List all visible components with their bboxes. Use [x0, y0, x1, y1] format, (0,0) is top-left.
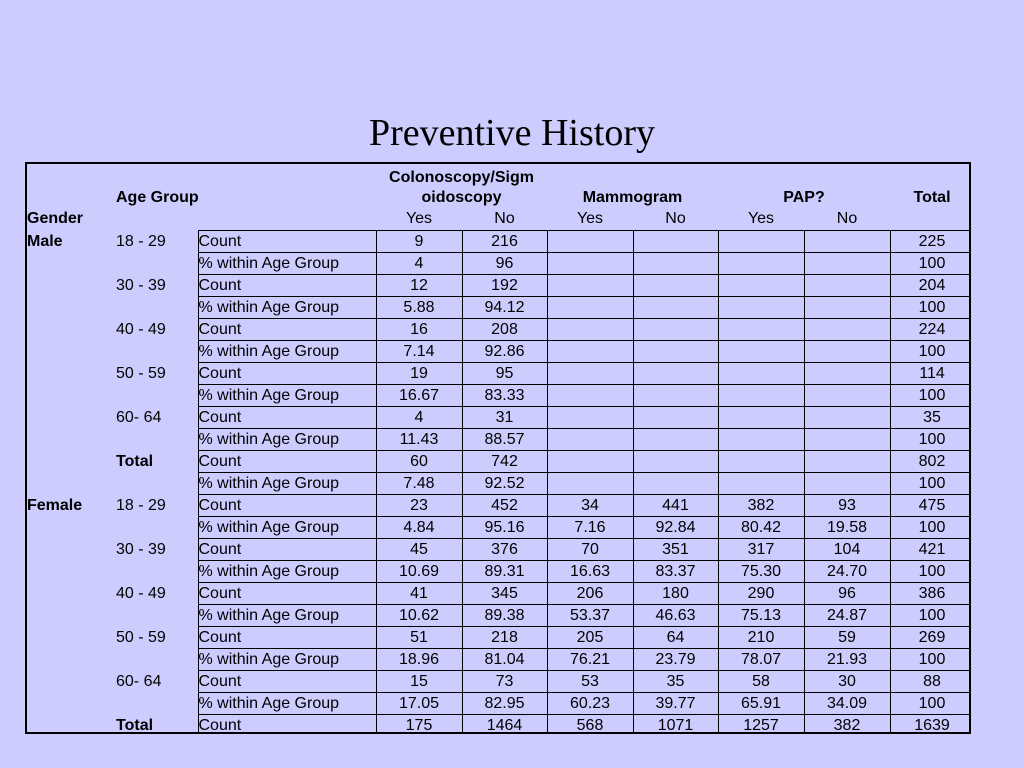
pap-yes-cell: 78.07 [718, 649, 804, 671]
statistic-cell: % within Age Group [198, 473, 376, 495]
mammogram-yes-cell: 568 [547, 715, 633, 735]
age-group-cell: 30 - 39 [116, 541, 166, 558]
age-group-cell: 40 - 49 [116, 585, 166, 602]
gender-cell [27, 319, 116, 341]
statistic-cell: Count [198, 539, 376, 561]
colonoscopy-yes-cell: 41 [376, 583, 462, 605]
total-cell: 421 [890, 539, 971, 561]
pap-no-cell: 19.58 [804, 517, 890, 539]
total-cell: 802 [890, 451, 971, 473]
statistic-cell: % within Age Group [198, 297, 376, 319]
gender-cell [27, 627, 116, 649]
colonoscopy-no-cell: 73 [462, 671, 547, 693]
crosstab-table [25, 162, 971, 734]
gender-header: Gender [27, 210, 84, 228]
crosstab-grid [27, 164, 971, 734]
colonoscopy-yes-cell: 45 [376, 539, 462, 561]
mammogram-no-cell [633, 385, 718, 407]
colonoscopy-yes-cell: 4 [376, 253, 462, 275]
colonoscopy-yes-cell: 12 [376, 275, 462, 297]
pap-yes-cell: 65.91 [718, 693, 804, 715]
pap-no-cell [804, 473, 890, 495]
header-row-1 [27, 164, 971, 187]
colonoscopy-yes-cell: 16.67 [376, 385, 462, 407]
colonoscopy-yes-cell: 9 [376, 231, 462, 253]
mammogram-no-cell: 64 [633, 627, 718, 649]
colonoscopy-no-cell: 218 [462, 627, 547, 649]
total-cell: 100 [890, 297, 971, 319]
colonoscopy-yes-cell: 4.84 [376, 517, 462, 539]
colonoscopy-no-cell: 192 [462, 275, 547, 297]
gender-cell [27, 341, 116, 363]
total-cell: 269 [890, 627, 971, 649]
mammogram-yes-cell [547, 275, 633, 297]
colonoscopy-yes-cell: 175 [376, 715, 462, 735]
colonoscopy-no-cell: 208 [462, 319, 547, 341]
total-cell: 386 [890, 583, 971, 605]
mammogram-yes-cell [547, 451, 633, 473]
mammogram-yes-cell: 34 [547, 495, 633, 517]
gender-cell [27, 253, 116, 275]
statistic-cell: Count [198, 671, 376, 693]
slide-title: Preventive History [368, 112, 655, 154]
pap-no-cell [804, 363, 890, 385]
pap-no-cell [804, 407, 890, 429]
mammogram-yes-cell: 53 [547, 671, 633, 693]
pap-yes-cell: 75.13 [718, 605, 804, 627]
mammogram-yes-cell [547, 319, 633, 341]
pap-yes-cell [718, 341, 804, 363]
age-group-cell [116, 649, 198, 671]
colonoscopy-no-cell: 94.12 [462, 297, 547, 319]
table-row [27, 605, 971, 627]
gender-cell [27, 275, 116, 297]
age-group-cell: 50 - 59 [116, 629, 166, 646]
pap-yes-cell [718, 253, 804, 275]
statistic-cell: Count [198, 319, 376, 341]
colonoscopy-no-cell: 82.95 [462, 693, 547, 715]
mammogram-no-cell: 23.79 [633, 649, 718, 671]
gender-cell [27, 605, 116, 627]
statistic-cell: Count [198, 715, 376, 735]
colonoscopy-no-cell: 88.57 [462, 429, 547, 451]
statistic-cell: % within Age Group [198, 429, 376, 451]
total-cell: 100 [890, 649, 971, 671]
total-cell: 225 [890, 231, 971, 253]
pap-yes-cell [718, 473, 804, 495]
colonoscopy-yes-cell: 7.14 [376, 341, 462, 363]
colonoscopy-no-cell: 89.31 [462, 561, 547, 583]
colonoscopy-yes-cell: 10.62 [376, 605, 462, 627]
age-group-cell: 60- 64 [116, 409, 162, 426]
colonoscopy-yes-header: Yes [405, 210, 433, 227]
age-group-cell: 18 - 29 [116, 497, 166, 514]
pap-header: PAP? [783, 188, 825, 206]
header-row-3 [27, 208, 971, 231]
total-cell: 100 [890, 429, 971, 451]
statistic-cell: Count [198, 363, 376, 385]
colonoscopy-yes-cell: 10.69 [376, 561, 462, 583]
mammogram-header: Mammogram [582, 188, 683, 206]
age-group-cell [116, 341, 198, 363]
pap-yes-cell [718, 429, 804, 451]
gender-cell [27, 715, 116, 735]
pap-no-header: No [836, 210, 858, 227]
pap-yes-cell [718, 363, 804, 385]
pap-no-cell: 24.70 [804, 561, 890, 583]
pap-no-cell [804, 319, 890, 341]
pap-yes-header: Yes [747, 210, 775, 227]
mammogram-no-cell [633, 253, 718, 275]
pap-no-cell [804, 451, 890, 473]
mammogram-no-cell [633, 429, 718, 451]
colonoscopy-no-cell: 95.16 [462, 517, 547, 539]
gender-cell [27, 583, 116, 605]
total-cell: 224 [890, 319, 971, 341]
pap-no-cell: 21.93 [804, 649, 890, 671]
pap-no-cell: 30 [804, 671, 890, 693]
age-group-cell [116, 693, 198, 715]
pap-yes-cell [718, 297, 804, 319]
statistic-cell: Count [198, 495, 376, 517]
age-group-cell: 60- 64 [116, 673, 162, 690]
pap-yes-cell [718, 451, 804, 473]
pap-no-cell [804, 429, 890, 451]
gender-cell [27, 451, 116, 473]
colonoscopy-no-header: No [494, 210, 515, 227]
age-group-cell [116, 517, 198, 539]
colonoscopy-no-cell: 81.04 [462, 649, 547, 671]
statistic-cell: % within Age Group [198, 517, 376, 539]
pap-yes-cell [718, 275, 804, 297]
statistic-cell: Count [198, 451, 376, 473]
colonoscopy-yes-cell: 60 [376, 451, 462, 473]
age-group-cell [116, 253, 198, 275]
colonoscopy-yes-cell: 7.48 [376, 473, 462, 495]
mammogram-yes-cell [547, 253, 633, 275]
gender-cell: Female [27, 497, 83, 514]
age-group-cell: 40 - 49 [116, 321, 166, 338]
mammogram-no-cell: 351 [633, 539, 718, 561]
gender-cell [27, 561, 116, 583]
total-cell: 100 [890, 253, 971, 275]
pap-yes-cell: 58 [718, 671, 804, 693]
total-cell: 100 [890, 385, 971, 407]
table-row [27, 319, 971, 341]
colonoscopy-yes-cell: 23 [376, 495, 462, 517]
gender-cell [27, 429, 116, 451]
mammogram-no-cell [633, 275, 718, 297]
mammogram-yes-cell: 53.37 [547, 605, 633, 627]
pap-yes-cell: 75.30 [718, 561, 804, 583]
statistic-cell: % within Age Group [198, 693, 376, 715]
pap-no-cell: 93 [804, 495, 890, 517]
table-body [27, 231, 971, 735]
mammogram-no-cell: 441 [633, 495, 718, 517]
total-cell: 100 [890, 517, 971, 539]
pap-yes-cell: 1257 [718, 715, 804, 735]
table-row [27, 627, 971, 649]
pap-no-cell [804, 275, 890, 297]
statistic-cell: % within Age Group [198, 605, 376, 627]
mammogram-no-cell: 1071 [633, 715, 718, 735]
table-row [27, 341, 971, 363]
pap-yes-cell: 317 [718, 539, 804, 561]
mammogram-no-cell: 39.77 [633, 693, 718, 715]
mammogram-no-cell [633, 363, 718, 385]
table-row [27, 693, 971, 715]
gender-cell: Male [27, 233, 63, 250]
statistic-cell: Count [198, 627, 376, 649]
mammogram-yes-cell: 206 [547, 583, 633, 605]
age-group-cell: 50 - 59 [116, 365, 166, 382]
colonoscopy-yes-cell: 17.05 [376, 693, 462, 715]
pap-yes-cell: 290 [718, 583, 804, 605]
colonoscopy-header-line2: oidoscopy [421, 188, 502, 206]
age-group-cell [116, 385, 198, 407]
gender-cell [27, 693, 116, 715]
colonoscopy-no-cell: 89.38 [462, 605, 547, 627]
colonoscopy-no-cell: 1464 [462, 715, 547, 735]
table-row [27, 451, 971, 473]
pap-no-cell: 24.87 [804, 605, 890, 627]
colonoscopy-no-cell: 92.52 [462, 473, 547, 495]
mammogram-yes-cell: 60.23 [547, 693, 633, 715]
pap-yes-cell [718, 319, 804, 341]
total-cell: 100 [890, 605, 971, 627]
colonoscopy-yes-cell: 51 [376, 627, 462, 649]
pap-no-cell: 34.09 [804, 693, 890, 715]
colonoscopy-yes-cell: 16 [376, 319, 462, 341]
gender-cell [27, 363, 116, 385]
table-row [27, 495, 971, 517]
mammogram-no-cell: 180 [633, 583, 718, 605]
table-row [27, 385, 971, 407]
total-cell: 88 [890, 671, 971, 693]
table-row [27, 517, 971, 539]
pap-yes-cell [718, 385, 804, 407]
statistic-cell: % within Age Group [198, 649, 376, 671]
age-group-cell: Total [116, 717, 154, 734]
total-cell: 204 [890, 275, 971, 297]
table-row [27, 407, 971, 429]
mammogram-yes-cell [547, 297, 633, 319]
age-group-cell [116, 473, 198, 495]
statistic-cell: Count [198, 583, 376, 605]
age-group-cell [116, 297, 198, 319]
colonoscopy-no-cell: 216 [462, 231, 547, 253]
total-cell: 100 [890, 473, 971, 495]
pap-no-cell [804, 385, 890, 407]
colonoscopy-no-cell: 452 [462, 495, 547, 517]
pap-yes-cell [718, 231, 804, 253]
mammogram-yes-cell [547, 473, 633, 495]
gender-cell [27, 517, 116, 539]
mammogram-yes-cell: 76.21 [547, 649, 633, 671]
mammogram-yes-cell: 70 [547, 539, 633, 561]
header-row-2 [27, 187, 971, 208]
table-row [27, 473, 971, 495]
pap-yes-cell: 210 [718, 627, 804, 649]
table-row [27, 715, 971, 735]
gender-cell [27, 473, 116, 495]
mammogram-yes-cell [547, 429, 633, 451]
pap-no-cell: 96 [804, 583, 890, 605]
colonoscopy-yes-cell: 11.43 [376, 429, 462, 451]
colonoscopy-yes-cell: 15 [376, 671, 462, 693]
table-row [27, 231, 971, 253]
pap-yes-cell: 80.42 [718, 517, 804, 539]
table-row [27, 429, 971, 451]
colonoscopy-no-cell: 92.86 [462, 341, 547, 363]
mammogram-no-cell: 83.37 [633, 561, 718, 583]
statistic-cell: % within Age Group [198, 341, 376, 363]
age-group-cell [116, 429, 198, 451]
mammogram-no-cell [633, 341, 718, 363]
statistic-cell: Count [198, 407, 376, 429]
pap-no-cell [804, 231, 890, 253]
mammogram-yes-cell [547, 407, 633, 429]
gender-cell [27, 671, 116, 693]
age-group-cell: Total [116, 453, 154, 470]
age-group-header: Age Group [116, 188, 199, 206]
mammogram-yes-cell: 16.63 [547, 561, 633, 583]
colonoscopy-yes-cell: 18.96 [376, 649, 462, 671]
pap-no-cell [804, 341, 890, 363]
mammogram-yes-cell: 7.16 [547, 517, 633, 539]
statistic-cell: Count [198, 275, 376, 297]
pap-yes-cell [718, 407, 804, 429]
pap-yes-cell: 382 [718, 495, 804, 517]
mammogram-yes-header: Yes [576, 210, 604, 227]
table-row [27, 671, 971, 693]
pap-no-cell [804, 253, 890, 275]
total-cell: 114 [890, 363, 971, 385]
table-row [27, 583, 971, 605]
mammogram-no-cell [633, 407, 718, 429]
colonoscopy-no-cell: 376 [462, 539, 547, 561]
table-row [27, 649, 971, 671]
total-cell: 100 [890, 693, 971, 715]
colonoscopy-no-cell: 742 [462, 451, 547, 473]
mammogram-no-cell: 46.63 [633, 605, 718, 627]
gender-cell [27, 385, 116, 407]
mammogram-yes-cell [547, 385, 633, 407]
gender-cell [27, 297, 116, 319]
table-row [27, 275, 971, 297]
colonoscopy-no-cell: 95 [462, 363, 547, 385]
colonoscopy-header-line1: Colonoscopy/Sigm [389, 169, 534, 186]
total-cell: 100 [890, 561, 971, 583]
pap-no-cell: 59 [804, 627, 890, 649]
mammogram-no-header: No [665, 210, 686, 227]
colonoscopy-yes-cell: 5.88 [376, 297, 462, 319]
gender-cell [27, 649, 116, 671]
table-row [27, 363, 971, 385]
colonoscopy-no-cell: 31 [462, 407, 547, 429]
mammogram-no-cell [633, 451, 718, 473]
statistic-cell: Count [198, 231, 376, 253]
pap-no-cell: 382 [804, 715, 890, 735]
table-row [27, 539, 971, 561]
table-row [27, 561, 971, 583]
statistic-cell: % within Age Group [198, 385, 376, 407]
statistic-cell: % within Age Group [198, 253, 376, 275]
gender-cell [27, 407, 116, 429]
total-header: Total [913, 188, 951, 206]
mammogram-yes-cell [547, 363, 633, 385]
mammogram-yes-cell [547, 231, 633, 253]
table-row [27, 253, 971, 275]
colonoscopy-no-cell: 345 [462, 583, 547, 605]
age-group-cell: 30 - 39 [116, 277, 166, 294]
mammogram-yes-cell: 205 [547, 627, 633, 649]
statistic-cell: % within Age Group [198, 561, 376, 583]
pap-no-cell [804, 297, 890, 319]
colonoscopy-no-cell: 83.33 [462, 385, 547, 407]
colonoscopy-yes-cell: 19 [376, 363, 462, 385]
table-row [27, 297, 971, 319]
mammogram-no-cell [633, 319, 718, 341]
pap-no-cell: 104 [804, 539, 890, 561]
total-cell: 475 [890, 495, 971, 517]
total-cell: 100 [890, 341, 971, 363]
gender-cell [27, 539, 116, 561]
total-cell: 35 [890, 407, 971, 429]
colonoscopy-no-cell: 96 [462, 253, 547, 275]
age-group-cell [116, 605, 198, 627]
mammogram-no-cell: 92.84 [633, 517, 718, 539]
colonoscopy-yes-cell: 4 [376, 407, 462, 429]
mammogram-yes-cell [547, 341, 633, 363]
mammogram-no-cell [633, 297, 718, 319]
mammogram-no-cell [633, 231, 718, 253]
total-cell: 1639 [890, 715, 971, 735]
mammogram-no-cell [633, 473, 718, 495]
age-group-cell: 18 - 29 [116, 233, 166, 250]
age-group-cell [116, 561, 198, 583]
mammogram-no-cell: 35 [633, 671, 718, 693]
